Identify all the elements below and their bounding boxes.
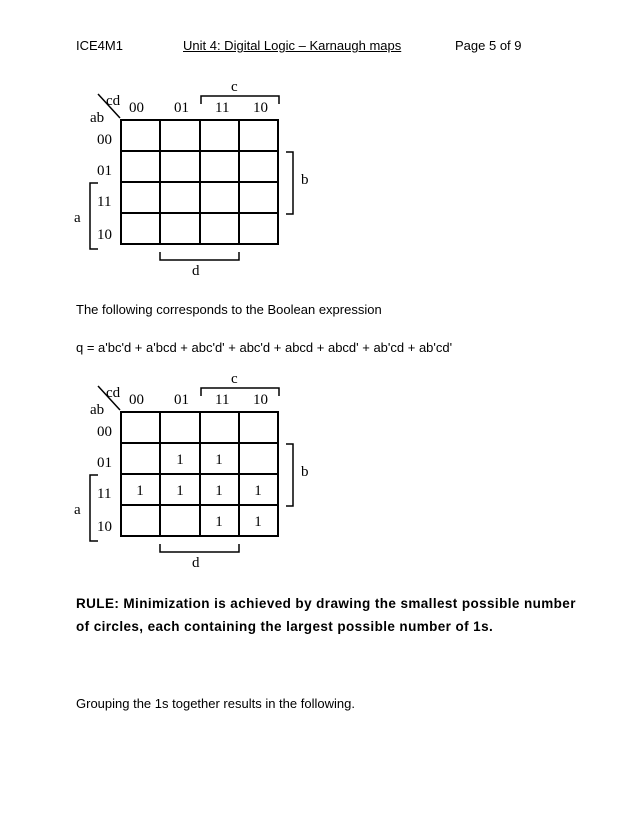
corner-ab-label: ab [90,110,105,126]
row-header-01: 01 [97,163,112,179]
cell-r3-c3: 1 [254,514,262,530]
corner-cd-label: cd [106,93,121,109]
group-b-label: b [301,464,309,480]
row-header-01: 01 [97,455,112,471]
column-header-11: 11 [215,392,230,408]
empty-karnaugh-map-svg [60,78,320,278]
group-b-label: b [301,172,309,188]
page-number: Page 5 of 9 [455,38,522,53]
row-header-11: 11 [97,194,112,210]
cell-r2-c0: 1 [136,483,144,499]
boolean-expression: q = a'bc'd + a'bcd + abc'd' + abc'd + abcd + abcd' + ab'cd + ab'cd' [76,340,453,355]
d-bracket [160,544,239,552]
filled-karnaugh-map-svg [60,370,320,570]
cell-r1-c1: 1 [176,452,184,468]
group-c-label: c [231,371,238,387]
row-header-10: 10 [97,227,112,243]
row-header-10: 10 [97,519,112,535]
b-bracket [286,444,293,506]
corner-ab-label: ab [90,402,105,418]
rule-line-2: of circles, each containing the largest possible number of 1s. [76,619,494,634]
column-header-11: 11 [215,100,230,116]
grouping-text: Grouping the 1s together results in the following. [76,696,355,711]
corner-cd-label: cd [106,385,121,401]
row-header-11: 11 [97,486,112,502]
column-header-01: 01 [174,392,189,408]
course-code: ICE4M1 [76,38,123,53]
group-d-label: d [192,555,200,570]
row-header-00: 00 [97,132,112,148]
group-c-label: c [231,79,238,95]
column-header-10: 10 [253,392,268,408]
column-header-01: 01 [174,100,189,116]
minimization-rule [76,592,576,638]
intro-text: The following corresponds to the Boolean expression [76,302,382,317]
unit-title: Unit 4: Digital Logic – Karnaugh maps [183,38,402,53]
empty-karnaugh-map [60,78,320,278]
page-header [76,38,566,56]
cell-r1-c2: 1 [215,452,223,468]
kmap-grid [121,120,278,244]
rule-line-1: RULE: Minimization is achieved by drawing the smallest possible number [76,596,576,611]
cell-r2-c1: 1 [176,483,184,499]
column-header-00: 00 [129,100,144,116]
row-header-00: 00 [97,424,112,440]
cell-r2-c3: 1 [254,483,262,499]
filled-karnaugh-map [60,370,320,570]
d-bracket [160,252,239,260]
cell-r2-c2: 1 [215,483,223,499]
column-header-00: 00 [129,392,144,408]
column-header-10: 10 [253,100,268,116]
group-d-label: d [192,263,200,278]
cell-r3-c2: 1 [215,514,223,530]
group-a-label: a [74,210,81,226]
b-bracket [286,152,293,214]
group-a-label: a [74,502,81,518]
